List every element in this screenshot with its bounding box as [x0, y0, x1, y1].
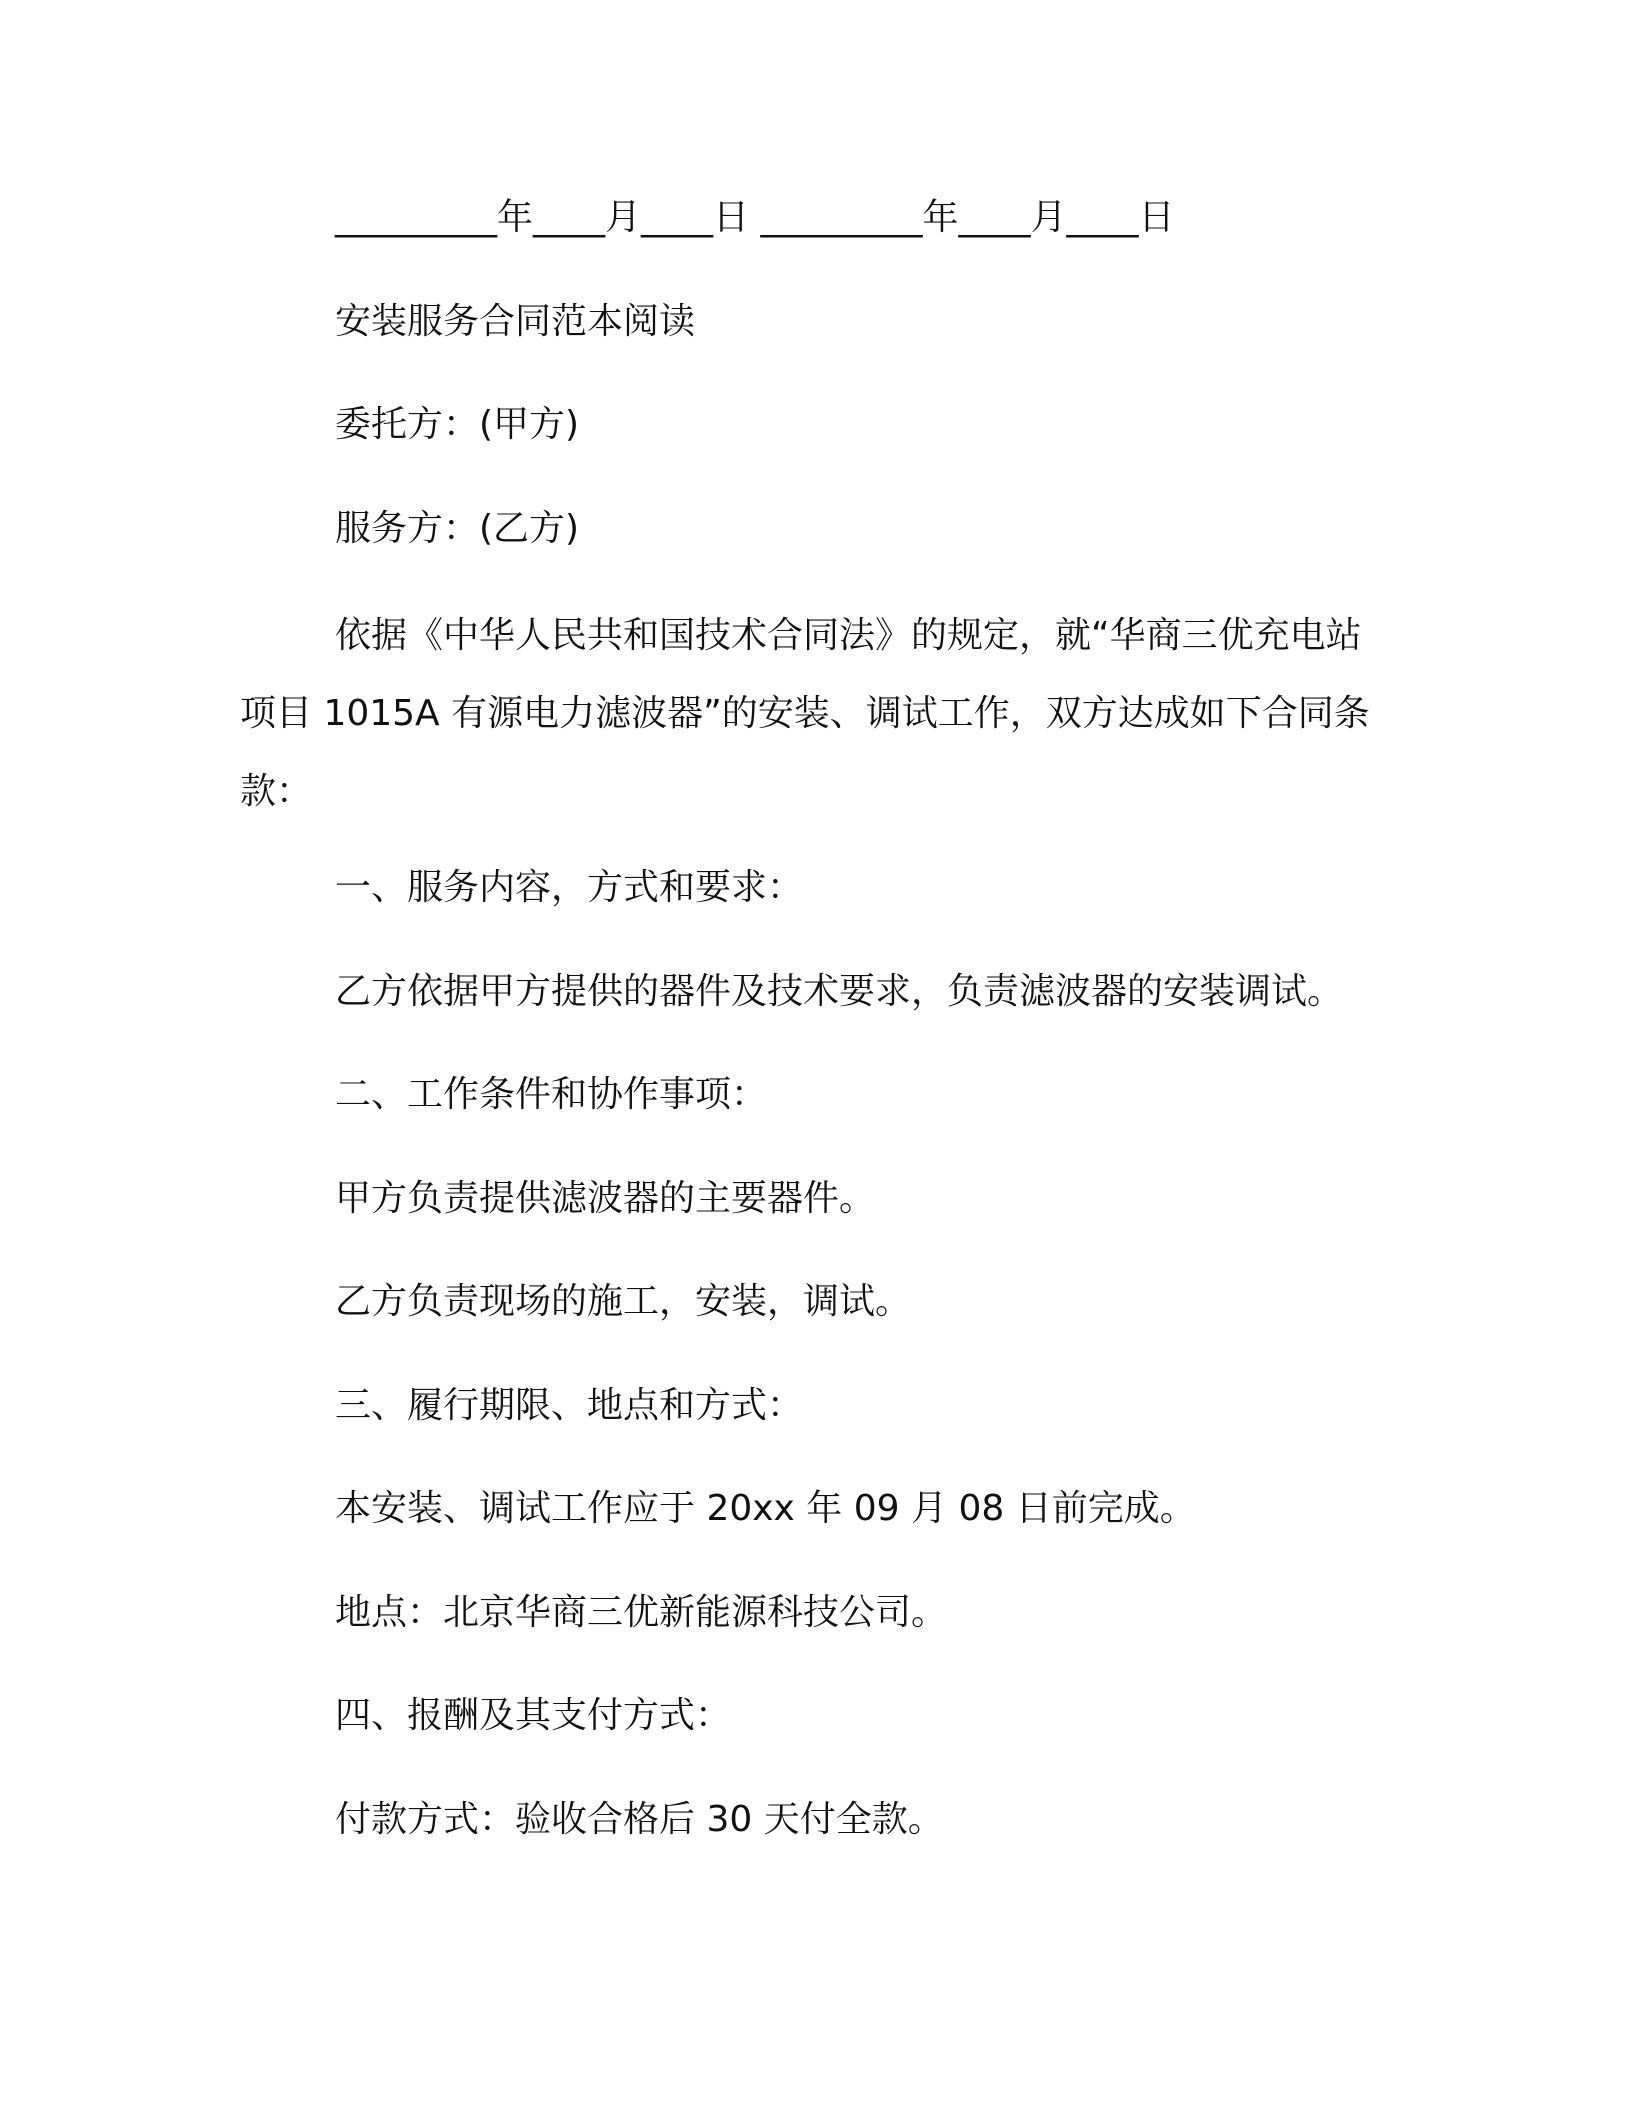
party-a-line: 委托方：(甲方) — [335, 404, 580, 445]
document-title: 安装服务合同范本阅读 — [335, 301, 696, 342]
intro-paragraph: 依据《中华人民共和国技术合同法》的规定，就“华商三优充电站项目 1015A 有源电力滤波器”的安装、调试工作，双方达成如下合同条款： — [240, 615, 1370, 812]
section2-heading: 二、工作条件和协作事项： — [335, 1074, 768, 1115]
section3-text-2: 地点：北京华商三优新能源科技公司。 — [335, 1592, 948, 1633]
date-line: _________年____月____日 _________年____月____日 — [335, 197, 1175, 238]
section4-heading: 四、报酬及其支付方式： — [335, 1695, 732, 1736]
section1-heading: 一、服务内容，方式和要求： — [335, 867, 804, 908]
party-b-line: 服务方：(乙方) — [335, 508, 580, 549]
section2-text-1: 甲方负责提供滤波器的主要器件。 — [335, 1178, 876, 1219]
section3-heading: 三、履行期限、地点和方式： — [335, 1385, 804, 1426]
section3-text-1: 本安装、调试工作应于 20xx 年 09 月 08 日前完成。 — [335, 1488, 1196, 1529]
section2-text-2: 乙方负责现场的施工，安装，调试。 — [335, 1281, 912, 1322]
section4-text-1: 付款方式：验收合格后 30 天付全款。 — [335, 1799, 944, 1840]
section1-text: 乙方依据甲方提供的器件及技术要求，负责滤波器的安装调试。 — [335, 971, 1344, 1012]
